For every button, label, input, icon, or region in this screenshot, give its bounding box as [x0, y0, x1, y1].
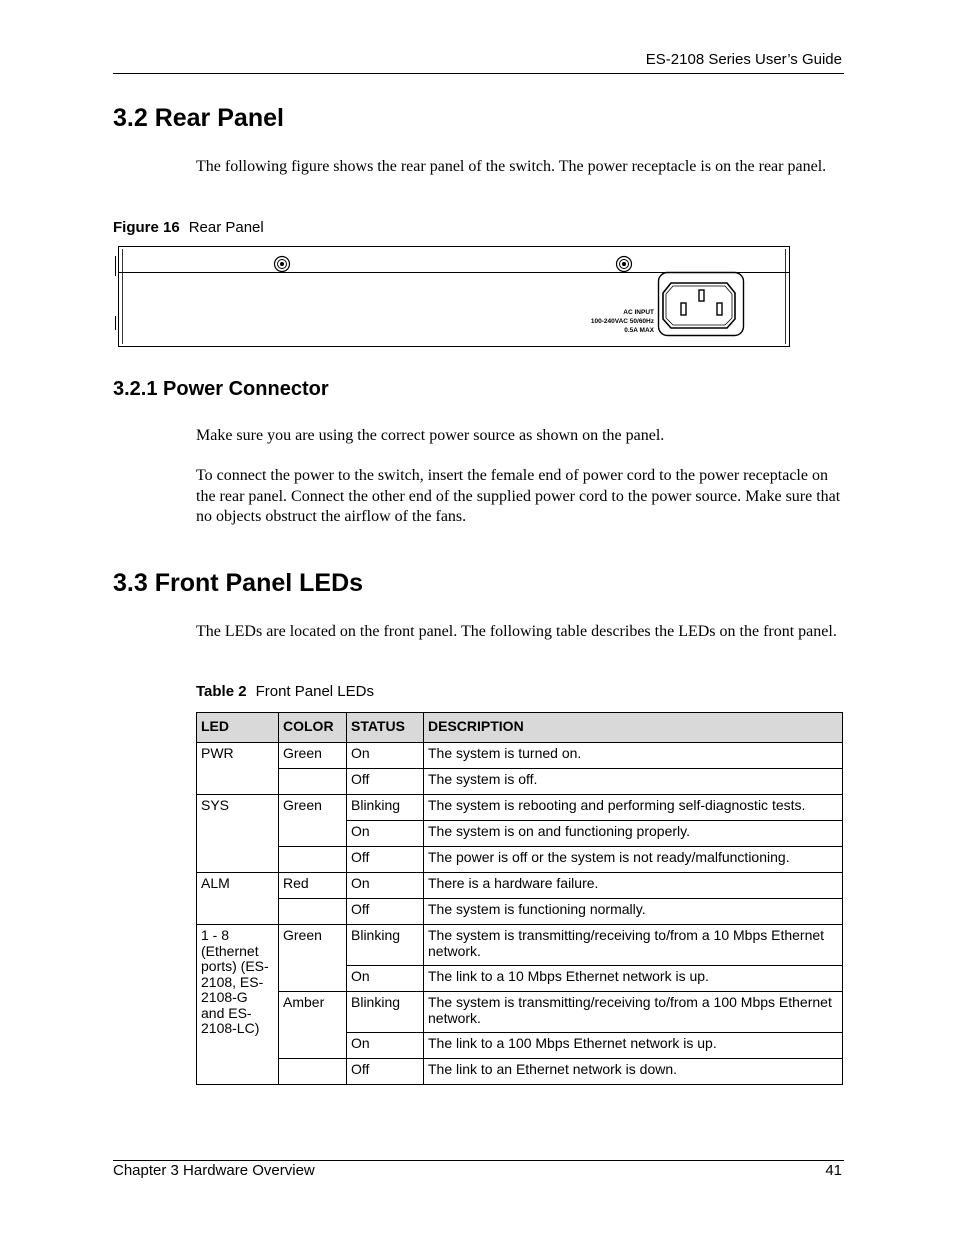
panel-label-ac-input: AC INPUT [623, 309, 654, 316]
led-color-cell: Green [279, 925, 347, 992]
power-connector-para-1: Make sure you are using the correct power source as shown on the panel. [196, 427, 665, 444]
rear-panel-intro: The following figure shows the rear panel of the switch. The power receptacle is on the rear panel. [196, 158, 827, 175]
led-color-cell: Green [279, 795, 347, 847]
led-name-cell: 1 - 8 (Ethernet ports) (ES- 2108, ES- 2108-G and ES- 2108-LC) [197, 925, 279, 1085]
led-name-cell: SYS [197, 795, 279, 873]
led-status-cell: On [347, 821, 424, 847]
led-color-cell: Amber [279, 992, 347, 1059]
figure-title: Rear Panel [188, 219, 264, 236]
led-status-cell: Off [347, 847, 424, 873]
table-row [197, 873, 843, 899]
led-description-cell: The link to an Ethernet network is down. [424, 1059, 843, 1085]
table-row [197, 925, 843, 966]
table-body [197, 743, 843, 1085]
led-color-cell [279, 769, 347, 795]
section-heading-front-panel-leds: 3.3 Front Panel LEDs [113, 569, 364, 597]
panel-label-voltage: 100-240VAC 50/60Hz [590, 318, 654, 325]
panel-label-current: 0.5A MAX [624, 327, 654, 334]
screw-right-icon [617, 257, 632, 272]
led-status-cell: On [347, 966, 424, 992]
led-description-cell: The system is functioning normally. [424, 899, 843, 925]
table-header-row [197, 713, 843, 743]
table-row [197, 795, 843, 821]
led-name-cell: PWR [197, 743, 279, 795]
led-description-cell: The system is off. [424, 769, 843, 795]
table-label: Table 2 [196, 683, 247, 700]
led-color-cell [279, 1059, 347, 1085]
led-color-cell [279, 899, 347, 925]
led-description-cell: The system is rebooting and performing self-diagnostic tests. [424, 795, 843, 821]
table-row [197, 992, 843, 1033]
led-color-cell: Red [279, 873, 347, 899]
led-description-cell: The power is off or the system is not ready/malfunctioning. [424, 847, 843, 873]
power-connector-para-2: To connect the power to the switch, insert the female end of power cord to the power receptacle on the rear panel. Connect the other end of the supplied power cord to the power source. Make sure that no objects obstruct the airflow of the fans. [196, 467, 841, 525]
led-status-cell: Off [347, 769, 424, 795]
led-description-cell: The system is transmitting/receiving to/from a 10 Mbps Ethernet network. [424, 925, 843, 966]
led-status-cell: Blinking [347, 992, 424, 1033]
running-head-title: ES-2108 Series User’s Guide [645, 51, 842, 68]
led-status-cell: On [347, 873, 424, 899]
table-title: Front Panel LEDs [255, 683, 374, 700]
led-description-cell: The system is turned on. [424, 743, 843, 769]
header-led: LED [197, 713, 279, 743]
table-row [197, 899, 843, 925]
led-color-cell: Green [279, 743, 347, 769]
screw-left-icon [275, 257, 290, 272]
table-caption [196, 683, 374, 700]
led-color-cell [279, 847, 347, 873]
figure-caption [113, 219, 264, 236]
header-rule [113, 73, 844, 74]
led-status-cell: Off [347, 899, 424, 925]
page-number: 41 [825, 1162, 842, 1179]
led-name-cell: ALM [197, 873, 279, 925]
led-status-cell: Off [347, 1059, 424, 1085]
led-description-cell: The system is transmitting/receiving to/from a 100 Mbps Ethernet network. [424, 992, 843, 1033]
led-status-cell: On [347, 1033, 424, 1059]
led-status-cell: Blinking [347, 925, 424, 966]
header-description: DESCRIPTION [424, 713, 843, 743]
header-color: COLOR [279, 713, 347, 743]
header-status: STATUS [347, 713, 424, 743]
section-heading-power-connector: 3.2.1 Power Connector [113, 378, 329, 400]
led-description-cell: The system is on and functioning properly. [424, 821, 843, 847]
led-status-cell: On [347, 743, 424, 769]
table-row [197, 743, 843, 769]
figure-label: Figure 16 [113, 219, 180, 236]
front-panel-leds-table [196, 712, 843, 1085]
table-row [197, 769, 843, 795]
led-description-cell: The link to a 100 Mbps Ethernet network is up. [424, 1033, 843, 1059]
section-heading-rear-panel: 3.2 Rear Panel [113, 104, 284, 132]
footer-rule [113, 1160, 844, 1161]
led-status-cell: Blinking [347, 795, 424, 821]
table-row [197, 1059, 843, 1085]
led-description-cell: There is a hardware failure. [424, 873, 843, 899]
front-panel-leds-intro: The LEDs are located on the front panel. The following table describes the LEDs on the front panel. [196, 623, 837, 640]
rear-panel-figure [114, 246, 791, 349]
footer-chapter: Chapter 3 Hardware Overview [113, 1162, 315, 1179]
ac-power-receptacle-icon [659, 273, 744, 336]
led-description-cell: The link to a 10 Mbps Ethernet network is up. [424, 966, 843, 992]
table-row [197, 847, 843, 873]
